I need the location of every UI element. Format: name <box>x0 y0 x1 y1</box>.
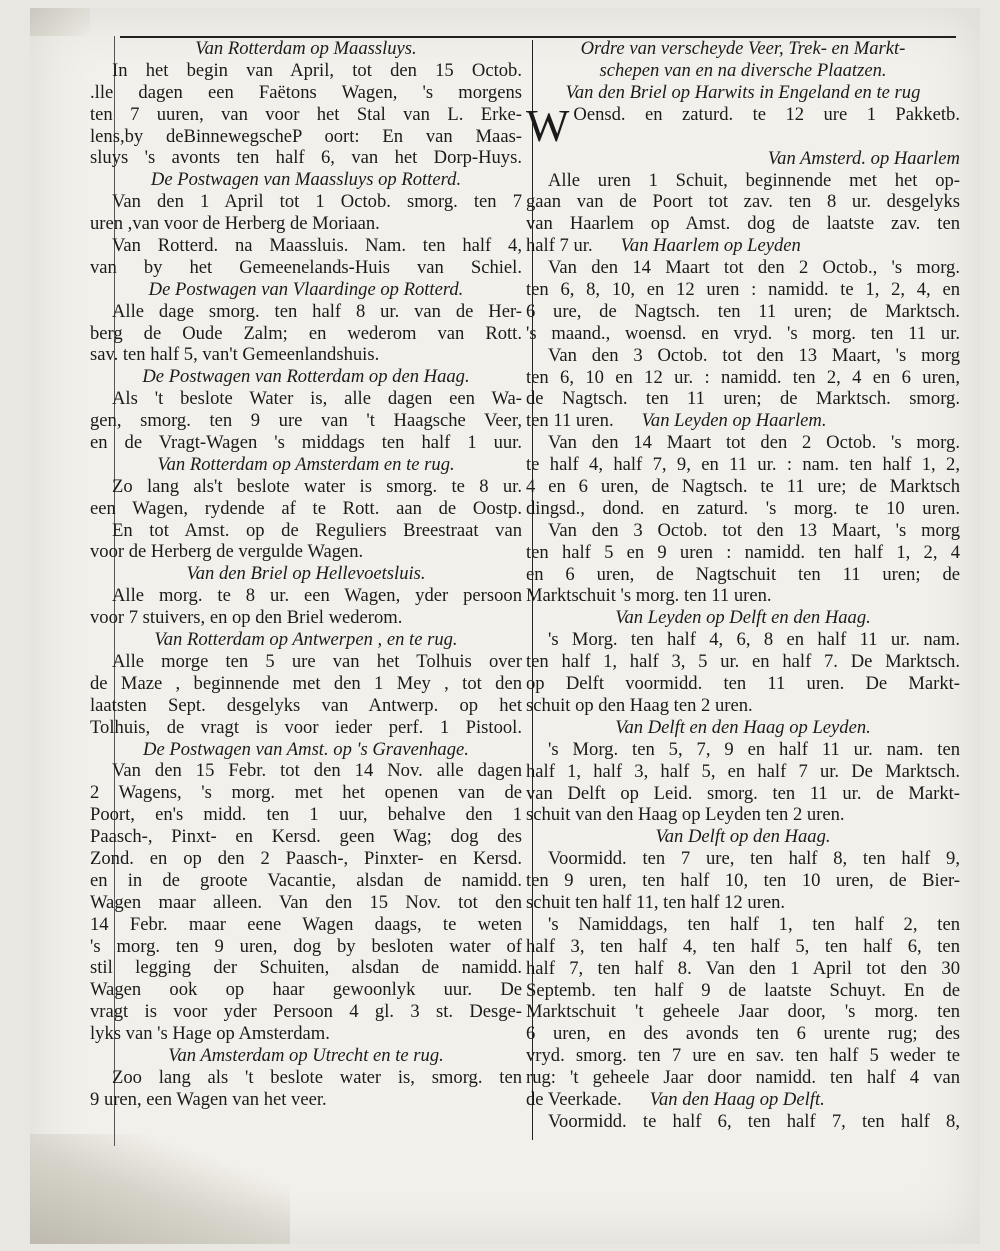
section-heading: Ordre van verscheyde Veer, Trek- en Markt- <box>580 38 906 59</box>
text-line: Van den 3 Octob. tot den 13 Maart, 's morg <box>548 519 960 541</box>
text-line: berg de Oude Zalm; en wederom van Rott. <box>90 322 522 344</box>
text-line: van Haarlem op Amst. dog de laatste zav. ten <box>526 213 960 235</box>
text-line: Voormidd. ten 7 ure, ten half 8, ten half 9, <box>548 848 960 870</box>
text-line: Alle morge ten 5 ure van het Tolhuis over <box>112 650 522 672</box>
text-line: lens,by deBinnewegscheP oort: En van Maas- <box>90 125 522 147</box>
text-line: half 1, half 3, half 5, en half 7 ur. De Marktsch. <box>526 760 960 782</box>
text-line: te half 4, half 7, 9, en 11 ur. : nam. ten half 1, 2, <box>526 454 960 476</box>
text-line: schuit ten half 11, ten half 12 uren. <box>526 891 786 913</box>
text-line: half 3, ten half 4, ten half 5, ten half 6, ten <box>526 935 960 957</box>
right-column <box>526 38 960 1133</box>
text-line: voor 7 stuivers, en op den Briel wederom. <box>90 607 403 629</box>
text-line: Voormidd. te half 6, ten half 7, ten half 8, <box>548 1110 960 1132</box>
text-line: schuit op den Haag ten 2 uren. <box>526 694 753 716</box>
text-line: laatsten Sept. desgelyks van Antwerp. op het <box>90 694 522 716</box>
section-heading: Van Rotterdam op Antwerpen , en te rug. <box>154 629 458 651</box>
text-line: Wagen ook op haar gewoonlyk uur. De <box>90 979 522 1001</box>
text-line: rug: 't geheele Jaar door namidd. ten half 4 van <box>526 1067 960 1089</box>
text-line: Zond. en op den 2 Paasch-, Pinxter- en Kersd. <box>90 847 522 869</box>
text-line-content: Oensd. en zaturd. te 12 ure 1 Pakketb. <box>573 103 960 125</box>
text-line: 14 Febr. maar eene Wagen daags, te weten <box>90 913 522 935</box>
text-line: Paasch-, Pinxt- en Kersd. geen Wag; dog des <box>90 826 522 848</box>
text-line: Marktschuit 't geheele Jaar door, 's morg. ten <box>526 1001 960 1023</box>
text-line: de Nagtsch. ten 11 uren; de Marktsch. smorg. <box>526 388 960 410</box>
text-line: Van den 14 Maart tot den 2 Octob., 's morg. <box>548 257 960 279</box>
left-column <box>90 38 522 1111</box>
text-line: Wagen maar alleen. Van den 15 Nov. tot den <box>90 891 522 913</box>
text-line: 6 uren, en des avonds ten 6 urente rug; des <box>526 1023 960 1045</box>
text-line: sav. ten half 5, van't Gemeenlandshuis. <box>90 344 380 366</box>
section-heading: De Postwagen van Vlaardinge op Rotterd. <box>148 278 464 300</box>
section-heading: Van den Haag op Delft. <box>649 1088 825 1110</box>
text-line: van Delft op Leid. smorg. ten 11 ur. de Markt- <box>526 782 960 804</box>
text-line: Tolhuis, de vragt is voor ieder perf. 1 Pistool. <box>90 716 522 738</box>
section-heading: Van Haarlem op Leyden <box>620 235 801 257</box>
text-line: Zoo lang als 't beslote water is, smorg. ten <box>112 1066 522 1088</box>
text-line: Marktschuit 's morg. ten 11 uren. <box>526 585 772 607</box>
text-line: ten half 1, half 3, 5 ur. en half 7. De Marktsch. <box>526 651 960 673</box>
section-heading: Van Delft en den Haag op Leyden. <box>615 716 871 738</box>
text-line: sluys 's avonts ten half 6, van het Dorp-Huys. <box>90 147 522 169</box>
section-heading: Van Leyden op Haarlem. <box>641 410 827 432</box>
text-line: In het begin van April, tot den 15 Octob. <box>112 59 522 81</box>
text-line: ten 7 uuren, van voor het Stal van L. Erke- <box>90 103 522 125</box>
section-heading: Van Rotterdam op Amsterdam en te rug. <box>157 453 455 475</box>
text-line: Van den 14 Maart tot den 2 Octob. 's morg. <box>548 432 960 454</box>
text-line: 4 en 6 uren, de Nagtsch. te 11 ure; de Marktsch <box>526 476 960 498</box>
text-line: Alle morg. te 8 ur. een Wagen, yder persoon <box>112 585 522 607</box>
text-line: stil legging der Schuiten, alsdan de namidd. <box>90 957 522 979</box>
text-line: 's Namiddags, ten half 1, ten half 2, ten <box>548 913 960 935</box>
text-line-content: de Veerkade. <box>526 1088 622 1110</box>
text-line <box>526 104 960 148</box>
text-line: de Maze , beginnende met den 1 Mey , tot den <box>90 672 522 694</box>
text-line: gaan van de Poort tot zav. ten 8 ur. desgelyks <box>526 191 960 213</box>
text-line: Van den 3 Octob. tot den 13 Maart, 's morg <box>548 344 960 366</box>
text-line: Zo lang als't beslote water is smorg. te 8 ur. <box>112 475 522 497</box>
text-line: ten half 5 en 9 uren : namidd. ten half 1, 2, 4 <box>526 541 960 563</box>
text-line: half 7, ten half 8. Van den 1 April tot den 30 <box>526 957 960 979</box>
text-line: en in de groote Vacantie, alsdan de namidd. <box>90 869 522 891</box>
text-line: ten 9 uren, ten half 10, ten 10 uren, de Bier- <box>526 870 960 892</box>
section-heading: Van Amsterdam op Utrecht en te rug. <box>168 1044 444 1066</box>
text-line: op Delft voormidd. ten 11 uren. De Markt- <box>526 673 960 695</box>
section-heading: De Postwagen van Amst. op 's Gravenhage. <box>143 738 469 760</box>
text-line: 2 Wagens, 's morg. met het openen van de <box>90 782 522 804</box>
text-line: Van den 1 April tot 1 Octob. smorg. ten 7 <box>112 191 522 213</box>
text-line <box>526 235 960 257</box>
text-line: lyks van 's Hage op Amsterdam. <box>90 1023 330 1045</box>
text-line: Als 't beslote Water is, alle dagen een Wa- <box>112 388 522 410</box>
text-line: ten 6, 8, 10, en 12 uren : namidd. te 1, 2, 4, en <box>526 279 960 301</box>
section-heading: Van den Briel op Hellevoetsluis. <box>186 563 426 585</box>
text-line: van by het Gemeenelands-Huis van Schiel. <box>90 256 522 278</box>
text-line: uren ,van voor de Herberg de Moriaan. <box>90 213 380 235</box>
text-line: 6 ure, de Nagtsch. ten 11 uren; de Marktsch. <box>526 300 960 322</box>
text-line: Alle dage smorg. ten half 8 ur. van de Her- <box>112 300 522 322</box>
text-line: Van den 15 Febr. tot den 14 Nov. alle dagen <box>112 760 522 782</box>
text-line: 9 uren, een Wagen van het veer. <box>90 1088 327 1110</box>
text-line: voor de Herberg de vergulde Wagen. <box>90 541 364 563</box>
text-line-content: half 7 ur. <box>526 235 593 257</box>
section-heading: Van Delft op den Haag. <box>655 826 831 848</box>
text-line: en de Vragt-Wagen 's middags ten half 1 uur. <box>90 432 522 454</box>
section-heading: Van Rotterdam op Maassluys. <box>195 38 417 59</box>
text-line: Septemb. ten half 9 de laatste Schuyt. En de <box>526 979 960 1001</box>
page-fold-shadow <box>30 1134 290 1244</box>
text-line <box>526 1089 960 1111</box>
text-line: schuit van den Haag op Leyden ten 2 uren. <box>526 804 845 826</box>
text-line: .lle dagen een Faëtons Wagen, 's morgens <box>90 81 522 103</box>
text-line: vryd. smorg. ten 7 ure en sav. ten half 5 weder te <box>526 1045 960 1067</box>
section-heading: Van Amsterd. op Haarlem <box>767 147 960 169</box>
section-heading: De Postwagen van Maassluys op Rotterd. <box>150 169 462 191</box>
text-line: gen, smorg. ten 9 ure van 't Haagsche Veer, <box>90 410 522 432</box>
text-line <box>526 410 960 432</box>
text-line: Van Rotterd. na Maassluis. Nam. ten half 4, <box>112 235 522 257</box>
text-line: dingsd., dond. en zaturd. 's morg. te 10 uren. <box>526 497 960 519</box>
text-line: Poort, en's midd. ten 1 uur, behalve den 1 <box>90 804 522 826</box>
text-line-content: ten 11 uren. <box>526 410 614 432</box>
drop-cap: W <box>526 103 570 148</box>
text-line: 's Morg. ten 5, 7, 9 en half 11 ur. nam. ten <box>548 738 960 760</box>
text-line: 's Morg. ten half 4, 6, 8 en half 11 ur. nam. <box>548 629 960 651</box>
section-heading: De Postwagen van Rotterdam op den Haag. <box>142 366 470 388</box>
text-line: ten 6, 10 en 12 ur. : namidd. ten 2, 4 en 6 uren, <box>526 366 960 388</box>
text-line: 's maand., woensd. en vryd. 's morg. ten 11 ur. <box>526 322 960 344</box>
text-line: en 6 uren, de Nagtschuit ten 11 uren; de <box>526 563 960 585</box>
text-line: vragt is voor yder Persoon 4 gl. 3 st. Desge- <box>90 1001 522 1023</box>
text-line: 's morg. ten 9 uren, dog by besloten water of <box>90 935 522 957</box>
page-corner-shadow <box>30 8 90 36</box>
section-heading: schepen van en na diversche Plaatzen. <box>599 59 887 81</box>
section-heading: Van den Briel op Harwits in Engeland en te rug <box>565 81 921 103</box>
text-line: een Wagen, rydende af te Rott. aan de Oostp. <box>90 497 522 519</box>
text-line: Alle uren 1 Schuit, beginnende met het op- <box>548 169 960 191</box>
text-line: En tot Amst. op de Reguliers Breestraat van <box>112 519 522 541</box>
section-heading: Van Leyden op Delft en den Haag. <box>615 607 871 629</box>
